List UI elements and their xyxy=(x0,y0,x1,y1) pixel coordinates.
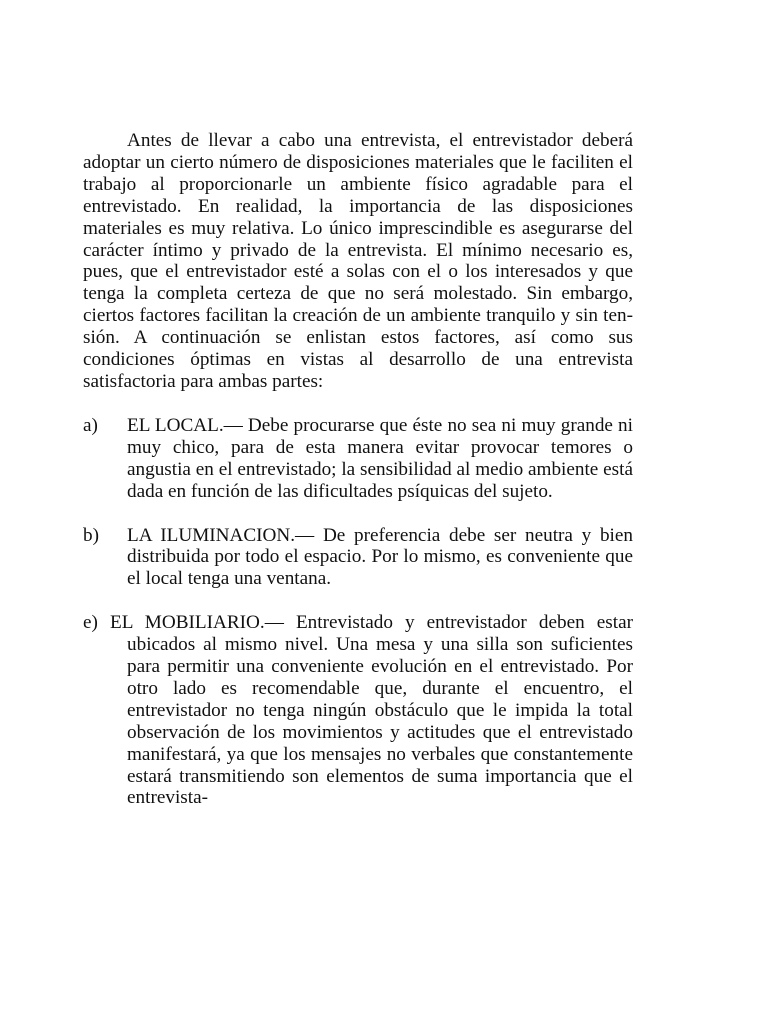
intro-paragraph: Antes de llevar a cabo una entrevista, el entrevistador deberá adoptar un cierto número de disposiciones materiales que le faciliten el trabajo al proporcionarle un ambiente físico agradable para el entrevistado. En realidad, la importancia de las disposiciones materiales es muy relativa. Lo único imprescindible es asegurarse del carácter íntimo y privado de la entrevista. El mínimo necesario es, pues, que el entrevistador esté a solas con el o los interesados y que tenga la completa certeza de que no será molestado. Sin embargo, ciertos factores facilitan la creación de un ambiente tranquilo y sin tensión. A continuación se enlistan estos factores, así como sus condiciones óptimas en vistas al desarrollo de una entrevista satisfactoria para ambas partes: xyxy=(83,130,633,392)
text-body xyxy=(83,130,633,809)
list-item-text: EL MOBILIARIO.— Entrevistado y entrevistador deben estar ubicados al mismo nivel. Una mesa y una silla son suficientes para permitir una conveniente evolución en el entrevistado. Por otro lado es recomendable que, durante el encuentro, el entrevistador no tenga ningún obstáculo que le impida la total observación de los movimientos y actitudes que el entrevistado manifestará, ya que los mensajes no verbales que constantemente estará transmitiendo son elementos de suma importancia que el entrevista- xyxy=(109,612,633,809)
list-item-text: EL LOCAL.— Debe procurarse que éste no sea ni muy grande ni muy chico, para de esta manera evitar provocar temores o angustia en el entrevistado; la sensibilidad al medio ambiente está dada en función de las dificultades psíquicas del sujeto. xyxy=(127,414,633,502)
list-marker: e) xyxy=(83,612,98,634)
list-item-mobiliario xyxy=(83,612,633,809)
list-marker: a) xyxy=(83,414,98,436)
list-marker: b) xyxy=(83,524,99,546)
list-item-local xyxy=(83,415,633,503)
list-item-iluminacion xyxy=(83,525,633,591)
list-item-text: LA ILUMINACION.— De preferencia debe ser neutra y bien distribuida por todo el espacio. Por lo mismo, es conveniente que el local tenga una ventana. xyxy=(127,524,633,590)
